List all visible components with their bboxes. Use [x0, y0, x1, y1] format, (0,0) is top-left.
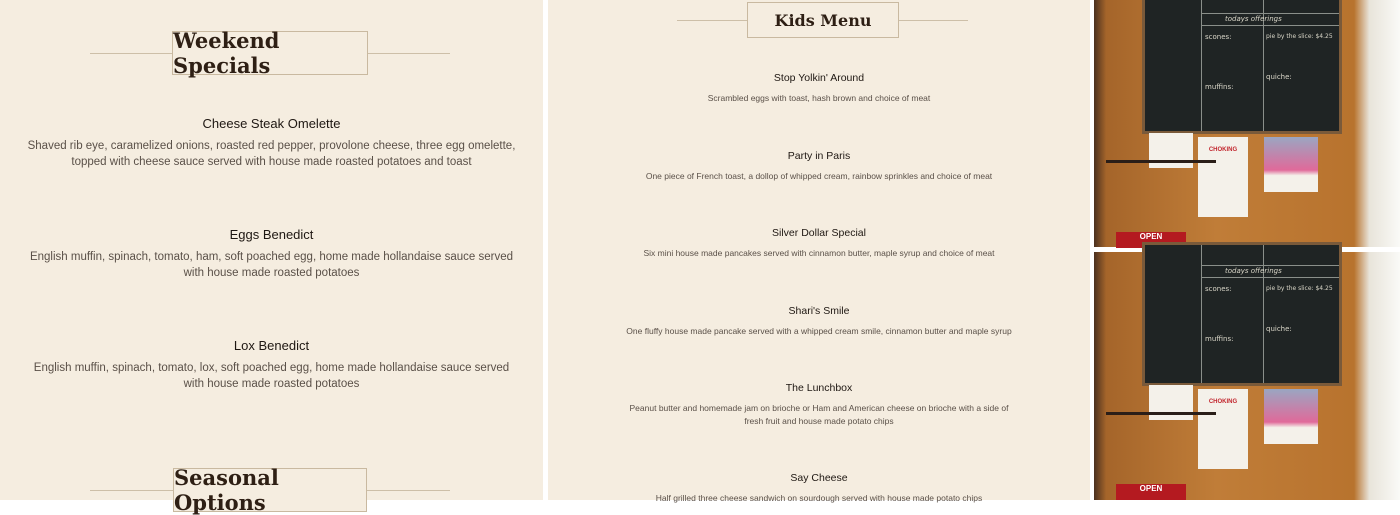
menu-item	[548, 72, 1090, 105]
cafe-photo[interactable]	[1094, 252, 1400, 500]
choking-poster: CHOKING	[1198, 137, 1248, 217]
menu-item	[548, 472, 1090, 505]
menu-item	[548, 305, 1090, 338]
item-description: One piece of French toast, a dollop of whipped cream, rainbow sprinkles and choice of meat	[645, 171, 993, 181]
item-description: Peanut butter and homemade jam on brioche or Ham and American cheese on brioche with a side of fresh fruit and house made potato chips	[629, 403, 1009, 426]
item-description: One fluffy house made pancake served with a whipped cream smile, cinnamon butter and maple syrup	[626, 326, 1012, 336]
item-description: English muffin, spinach, tomato, ham, soft poached egg, home made hollandaise sauce served with house made roasted potatoes	[29, 251, 514, 279]
item-name: Say Cheese	[790, 472, 848, 484]
section-heading: Weekend Specials	[172, 31, 368, 75]
menu-item	[548, 227, 1090, 260]
section-heading: Kids Menu	[747, 2, 899, 38]
menu-item	[0, 338, 543, 392]
open-sign: OPEN	[1116, 232, 1186, 248]
section-heading: Seasonal Options	[173, 468, 367, 512]
item-description: English muffin, spinach, tomato, lox, soft poached egg, home made hollandaise sauce served with house made roasted potatoes	[33, 362, 510, 390]
item-name: Party in Paris	[787, 150, 851, 162]
item-name: The Lunchbox	[785, 382, 853, 394]
chalkboard: todays offerings scones: muffins: quiche: pie by the slice: $4.25	[1142, 0, 1342, 134]
item-description: Six mini house made pancakes served with cinnamon butter, maple syrup and choice of meat	[643, 248, 995, 258]
item-name: Silver Dollar Special	[772, 227, 866, 239]
cafe-photo[interactable]	[1094, 0, 1400, 247]
item-name: Stop Yolkin' Around	[773, 72, 865, 84]
weekend-specials-panel	[0, 0, 543, 515]
item-name: Cheese Steak Omelette	[202, 116, 341, 131]
open-sign: OPEN	[1116, 484, 1186, 500]
menu-item	[548, 150, 1090, 183]
item-name: Shari's Smile	[788, 305, 850, 317]
menu-item	[0, 116, 543, 170]
item-description: Half grilled three cheese sandwich on sourdough served with house made potato chips	[655, 493, 983, 503]
poster	[1264, 137, 1318, 192]
kids-menu-panel	[548, 0, 1090, 503]
menu-item	[548, 382, 1090, 428]
item-description: Shaved rib eye, caramelized onions, roasted red pepper, provolone cheese, three egg omelette, topped with cheese sauce served with house made roasted potatoes and toast	[27, 140, 516, 168]
poster	[1264, 389, 1318, 444]
menu-item	[0, 227, 543, 281]
item-name: Lox Benedict	[233, 338, 310, 353]
choking-poster: CHOKING	[1198, 389, 1248, 469]
item-description: Scrambled eggs with toast, hash brown and choice of meat	[707, 93, 931, 103]
item-name: Eggs Benedict	[229, 227, 314, 242]
chalkboard: todays offerings scones: muffins: quiche: pie by the slice: $4.25	[1142, 242, 1342, 386]
